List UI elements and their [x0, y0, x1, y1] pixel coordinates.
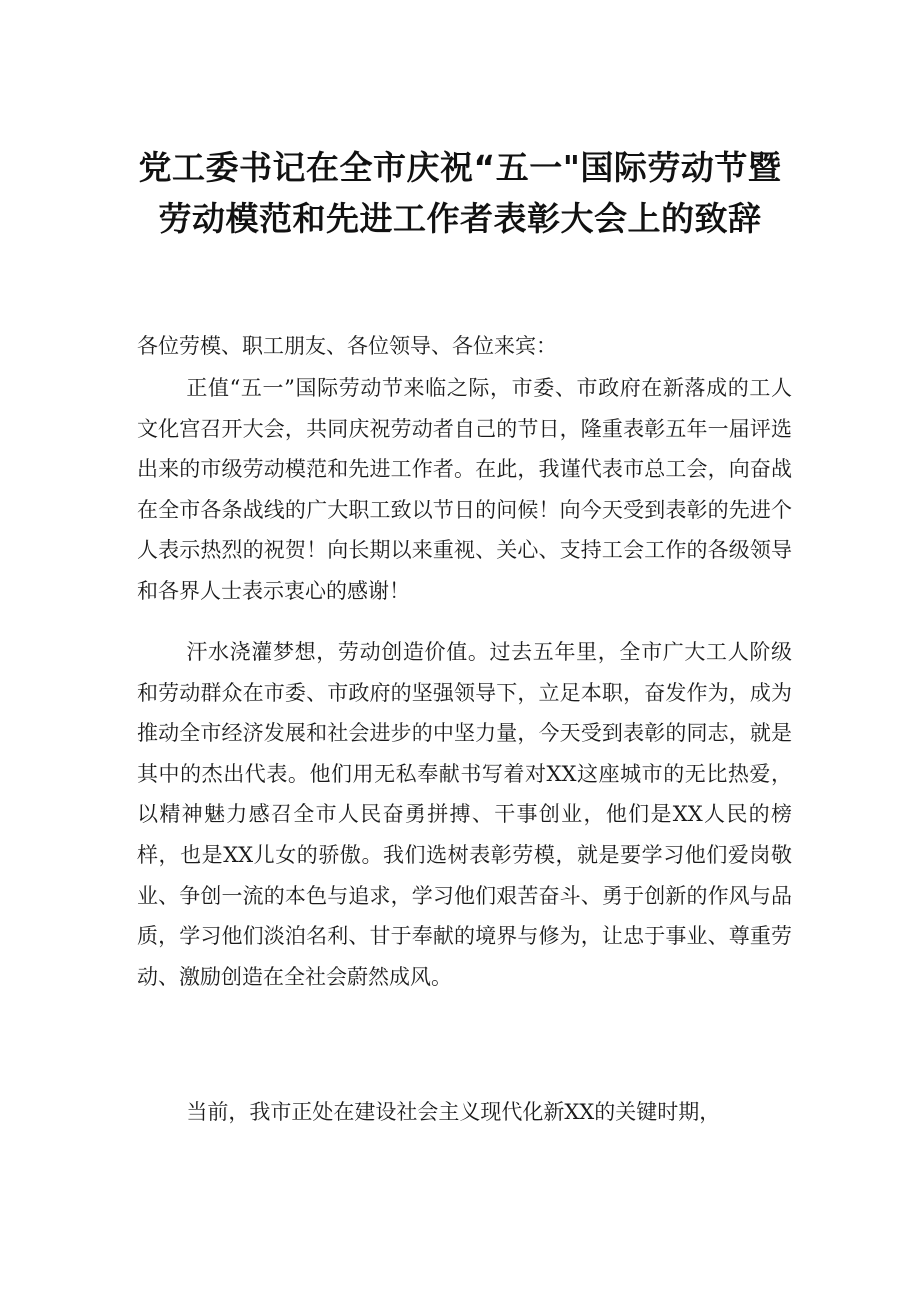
paragraph-1: 正值“五一”国际劳动节来临之际，市委、市政府在新落成的工人文化宫召开大会，共同庆祝劳动者自己的节日，隆重表彰五年一届评选出来的市级劳动模范和先进工作者。在此，我谨代表市总工会，向奋战在全市各条战线的广大职工致以节日的问候！向今天受到表彰的先进个人表示热烈的祝贺！向长期以来重视、关心、支持工会工作的各级领导和各界人士表示衷心的感谢！: [137, 376, 792, 603]
salutation: 各位劳模、职工朋友、各位领导、各位来宾：: [137, 334, 557, 358]
document-title-line-2: 劳动模范和先进工作者表彰大会上的致辞: [158, 199, 762, 238]
paragraph-2: 汗水浇灌梦想，劳动创造价值。过去五年里，全市广大工人阶级和劳动群众在市委、市政府的坚强领导下，立足本职，奋发作为，成为推动全市经济发展和社会进步的中坚力量，今天受到表彰的同志，就是其中的杰出代表。他们用无私奉献书写着对XX这座城市的无比热爱，以精神魅力感召全市人民奋勇拼搏、干事创业，他们是XX人民的榜样，也是XX儿女的骄傲。我们选树表彰劳模，就是要学习他们爱岗敬业、争创一流的本色与追求，学习他们艰苦奋斗、勇于创新的作风与品质，学习他们淡泊名利、甘于奉献的境界与修为，让忠于事业、尊重劳动、激励创造在全社会蔚然成风。: [137, 640, 792, 989]
paragraph-3: 当前，我市正处在建设社会主义现代化新XX的关键时期，: [186, 1100, 721, 1124]
document-title-line-1: 党工委书记在全市庆祝“五一"国际劳动节暨: [138, 148, 782, 187]
